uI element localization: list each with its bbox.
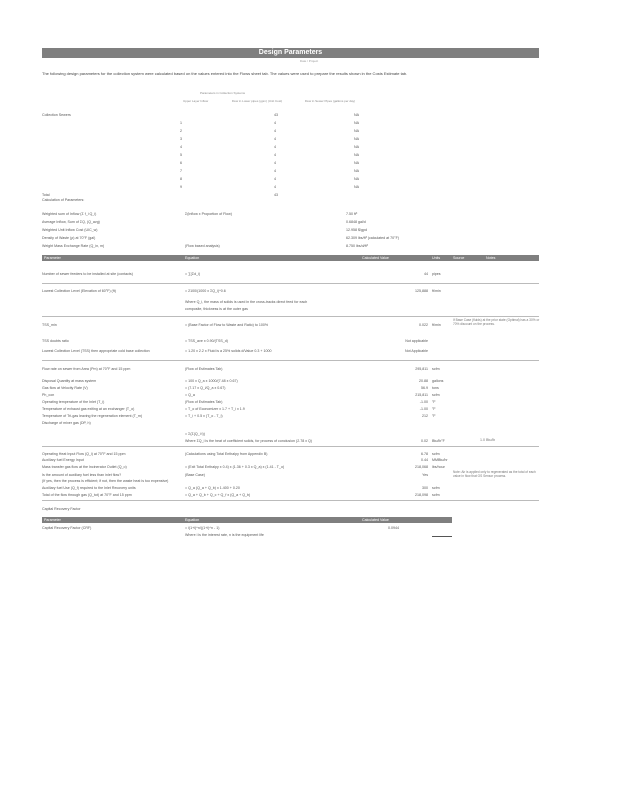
table-row-description: TSS_min (42, 323, 57, 327)
storm-row-flow: NA (354, 129, 359, 133)
intro-text: The following design parameters for the collection system were calculated based on the values entered into the Flows sheet tab. The values were used to prepare the results shown in the Costs Estimate tab. (42, 71, 408, 76)
table-row-description: Disposal Quantity at mass system (42, 379, 97, 383)
table-row-value: 295,811 (415, 367, 428, 371)
storm-row-flow: NA (354, 177, 359, 181)
table-row-equation: = Q_a (185, 393, 195, 397)
param-label: Weighted Unit Inflow Cost (UIC_w) (42, 228, 98, 232)
capital-label: Capital Recovery Factor (42, 507, 81, 511)
note-2: Note: Air is applied only to regenerated as the total of each value in flow that OS Sensor process. (453, 470, 536, 478)
table-row-unit: tons (432, 386, 439, 390)
storm-row-flow: NA (354, 113, 359, 117)
storm-row-number: 2 (180, 129, 182, 133)
storm-row-flow: NA (354, 137, 359, 141)
param-value: 8.750 lbs/d/ft³ (346, 244, 368, 248)
header-source: Source (453, 256, 465, 260)
table-row-value: 125,888 (415, 289, 428, 293)
table-row-unit: gallons (432, 379, 444, 383)
table-row-unit: °F (432, 414, 436, 418)
storm-row-flow: NA (354, 153, 359, 157)
storm-row-number: 4 (180, 145, 182, 149)
param-value: 0.6848 gal/d (346, 220, 366, 224)
storm-row-value: 4 (274, 137, 276, 141)
table-row-description: Temperature of exhaust gas exiting at an exchanger (T_o) (42, 407, 135, 411)
table-row-equation: (Flow of Estimates Tab) (185, 367, 223, 371)
table-row-description: Gas flow at Velocity Rate (V) (42, 386, 88, 390)
table-row-equation: = 100 x Q_a x 1000/(7.48 x 0.67) (185, 379, 238, 383)
table-row-description: Operating Heat Input Flow (Q_i) at 70°F and 15 ppm (42, 452, 126, 456)
storm-row-label: Collection Sewers (42, 113, 71, 117)
table-row-description: Flow rate on sewer from Area (Pm) at 70°F and 15 ppm (42, 367, 131, 371)
storm-row-number: 7 (180, 169, 182, 173)
table-row-value: Not applicable (405, 339, 428, 343)
table-row-equation: = T_i + 0.5 x (T_o - T_i) (185, 414, 223, 418)
table-row-equation: Where ΣQ_i is the heat of coefficient solids, for process of conclusion (2.78 x Q) (185, 439, 312, 443)
storm-row-value: 4 (274, 145, 276, 149)
table-row-description: Lowest Collection Level (Elevation of 60°F) (ft) (42, 289, 116, 293)
table-row-value: 56.9 (421, 386, 428, 390)
bottom-header-equation: Equation (185, 518, 200, 522)
table-row-value: 215,811 (415, 393, 428, 397)
storm-row-flow: NA (354, 161, 359, 165)
table-row-unit: lbs/hour (432, 465, 445, 469)
storm-row-number: 6 (180, 161, 182, 165)
table-row-value: 44 (424, 272, 428, 276)
param-equation: (Flow based analysis) (185, 244, 220, 248)
bottom-row-equation: = i(1+i)^n/((1+i)^n - 1) (185, 526, 220, 530)
bottom-row-equation: Where i is the interest rate, n is the equipment life (185, 533, 264, 537)
storm-col1-header: Upper Layer Inflow (183, 99, 209, 103)
table-row-unit: °F (432, 407, 436, 411)
storm-row-number: 1 (180, 121, 182, 125)
table-row-value: 20.88 (419, 379, 428, 383)
storm-row-value: 4 (274, 153, 276, 157)
table-row-value: 218,098 (415, 493, 428, 497)
table-row-value: -1.00 (419, 407, 428, 411)
table-row-equation: = 1.20 x 2.2 x Fluid is a 25% solids d/Value 0.3 + 1000 (185, 349, 272, 353)
table-row-description: Operating temperature of the Inlet (T_i) (42, 400, 105, 404)
param-value: 7.50 ft³ (346, 212, 358, 216)
row-separator (42, 316, 539, 317)
storm-col2-header: Flow in Lower pipes (gpm) (Unit Cost) (231, 99, 283, 103)
param-label: Weighted sum of Inflow (Σ f_i Q_i) (42, 212, 97, 216)
storm-row-number: 8 (180, 177, 182, 181)
table-row-value: 300 (422, 486, 428, 490)
table-row-value: 218,068 (415, 465, 428, 469)
storm-row-number: 5 (180, 153, 182, 157)
table-row-equation: Where Q_i, the mass of solids is used in the cross-tracks direct feed for each (185, 300, 308, 304)
table-row-equation: = (Exit Total Enthalpy x 0.4) x (1.36 + 0.3 x Q_a) x (1.41 - T_o) (185, 465, 285, 469)
row-separator (42, 360, 539, 361)
table-row-value: 0.022 (419, 323, 428, 327)
table-row-description: Is the amount of auxiliary fuel less than inlet flow? (42, 473, 122, 477)
param-label: Average Inflow, Sum of ΣQ, (Q_avg) (42, 220, 100, 224)
table-row-unit: °F (432, 400, 436, 404)
table-row-value: Not Applicable (405, 349, 428, 353)
bottom-underline (432, 536, 452, 537)
header-equation: Equation (185, 256, 200, 260)
table-row-unit: ft/min (432, 323, 441, 327)
storm-row-number: 3 (180, 137, 182, 141)
table-row-unit: pipes (432, 272, 441, 276)
storm-col3-header: Flow in Sewer Pipes (gallons per day) (304, 99, 356, 103)
table-row-unit: scfm (432, 393, 440, 397)
param-equation: Σ(Inflow x Proportion of Flow) (185, 212, 232, 216)
table-row-description: Auxiliary fuel Use (Q_f) required to the Inlet Recovery units (42, 486, 136, 490)
calc-label: Calculation of Parameters: (42, 198, 85, 202)
table-row-description: TSS doubts ratio (42, 339, 69, 343)
table-row-equation: = Q_a (Q_a + Q_b) x 1.400 + 0.20 (185, 486, 240, 490)
storm-row-flow: NA (354, 121, 359, 125)
table-row-description: Auxiliary fuel Energy Input (42, 458, 84, 462)
bottom-table-header (42, 517, 452, 523)
param-value: 62.309 lbs/ft³ (calculated at 70°F) (346, 236, 399, 240)
header-value: Calculated Value (362, 256, 389, 260)
row-separator (42, 500, 539, 501)
table-row-value: 6.78 (421, 452, 428, 456)
table-row-description: Temperature of Tri-gas leaving the regeneration element (T_m) (42, 414, 143, 418)
bottom-row-description: Capital Recovery Factor (CRF) (42, 526, 92, 530)
table-row-unit: scfm (432, 452, 440, 456)
table-row-unit: Btu/lb°F (432, 439, 445, 443)
table-row-value: Yes (422, 473, 428, 477)
row-separator (42, 283, 539, 284)
param-value: 12.958 $/gpd (346, 228, 367, 232)
storm-row-value: 4 (274, 169, 276, 173)
table-row-unit: MMBtu/hr (432, 458, 448, 462)
table-row-description: Total of the flow through gas (Q_tot) at 70°F and 15 ppm (42, 493, 132, 497)
table-row-equation: composite, thickness is at the outer gas (185, 307, 248, 311)
table-row-description: (If yes, then the process is efficient; if not, then the waste heat is too expensive) (42, 479, 169, 483)
table-row-equation: = T_o of Economizer x 1.7 + T_i x 1.9 (185, 407, 245, 411)
note-3-value: 1.0 Btu/lb (480, 438, 496, 442)
table-row-equation: (Calculations using Total Enthalpy from Appendix B) (185, 452, 268, 456)
page-title: Design Parameters (42, 48, 539, 58)
storm-row-value: 43 (274, 193, 278, 197)
table-row-unit: scfm (432, 493, 440, 497)
table-row-equation: (Base Case) (185, 473, 205, 477)
table-row-description: Mass transfer gas flow at the Incinerator Outlet (Q_o) (42, 465, 127, 469)
table-header (42, 255, 539, 261)
table-row-description: Ph_con (42, 393, 55, 397)
storm-row-value: 4 (274, 121, 276, 125)
storm-row-flow: NA (354, 169, 359, 173)
param-label: Density of Waste (ρ) at 70°F (gal) (42, 236, 96, 240)
table-row-equation: = Σ(Σ(Q_i t)) (185, 432, 205, 436)
table-row-equation: = TSS_ave x 0.90/(TSS_d) (185, 339, 228, 343)
storm-row-flow: NA (354, 185, 359, 189)
table-row-value: 212 (422, 414, 428, 418)
param-label: Weight Mass Exchange Rate (Q_in, m) (42, 244, 105, 248)
page-subtitle: Date / Project (299, 59, 319, 63)
table-row-description: Lowest Collection Level (TSS) then appropriate cold base collection (42, 349, 150, 353)
header-parameter: Parameter (44, 256, 61, 260)
bottom-row-value: 0.0944 (388, 526, 399, 530)
table-row-description: Number of sewer feeders to be installed at site (contacts) (42, 272, 133, 276)
table-row-value: 0.02 (421, 439, 428, 443)
storm-row-value: 4 (274, 129, 276, 133)
storm-row-value: 4 (274, 185, 276, 189)
bottom-header-value: Calculated Value (362, 518, 389, 522)
header-notes: Notes (486, 256, 496, 260)
storm-row-flow: NA (354, 145, 359, 149)
table-row-unit: scfm (432, 486, 440, 490)
table-row-description: Discharge of mixer gas (DP, h) (42, 421, 91, 425)
storm-row-number: 9 (180, 185, 182, 189)
note-1: If Base Case (fluids) at the prior state (Optimal) has a 30% or 70% discount on the process. (453, 318, 540, 326)
bottom-header-parameter: Parameter (44, 518, 61, 522)
storm-row-label: Total (42, 193, 50, 197)
storm-row-value: 4 (274, 177, 276, 181)
storm-group-header: Parameters in Collection Systems (200, 91, 246, 95)
row-separator (42, 446, 539, 447)
table-row-value: -1.00 (419, 400, 428, 404)
table-row-value: 0.44 (421, 458, 428, 462)
header-units: Units (432, 256, 441, 260)
table-row-unit: ft/min (432, 289, 441, 293)
table-row-equation: = (Base Factor of Flow to Waste and Ratio) to 100% (185, 323, 269, 327)
table-row-equation: = ∑(Σd_i) (185, 272, 201, 276)
table-row-unit: scfm (432, 367, 440, 371)
table-row-equation: (Flow of Estimates Tab) (185, 400, 223, 404)
storm-row-value: 43 (274, 113, 278, 117)
storm-row-value: 4 (274, 161, 276, 165)
table-row-equation: = Q_a + Q_b + Q_c + Q_f x (Q_a + Q_b) (185, 493, 251, 497)
table-row-equation: = (7.17 x Q_i/Q_a x 0.67) (185, 386, 226, 390)
table-row-equation: = 2100/(1000 x ΣQ_i)^0.6 (185, 289, 226, 293)
